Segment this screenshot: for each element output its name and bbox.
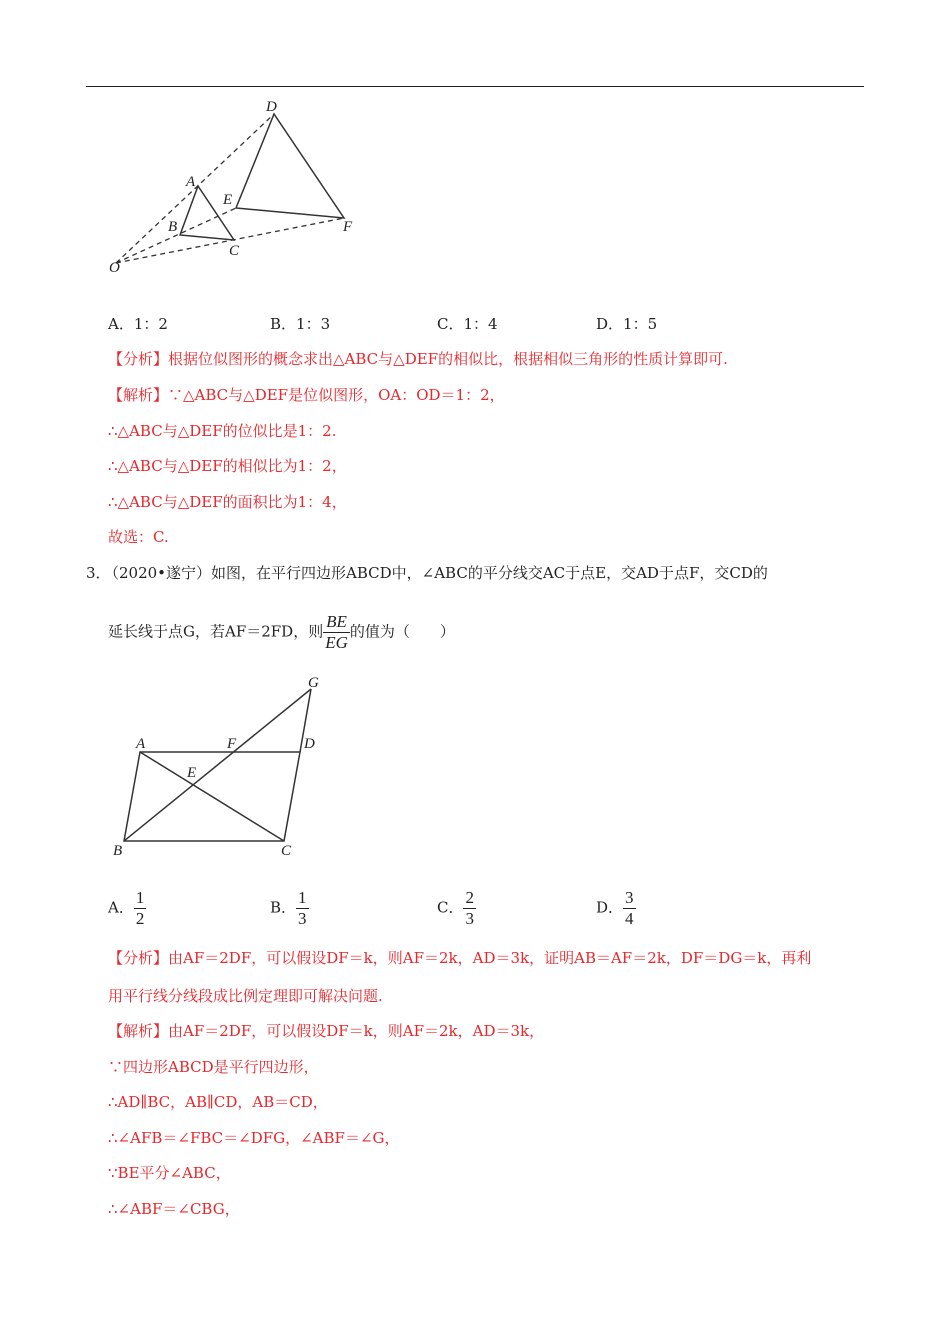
q3-solution-line-1: [108, 1021, 544, 1041]
option-letter: B．: [270, 315, 297, 333]
option-letter: D．: [596, 898, 624, 917]
q3-solution-line-5: ∵BE平分∠ABC，: [108, 1164, 231, 1182]
label-f: F: [227, 736, 237, 752]
option-letter: D．: [596, 315, 624, 333]
stem-text: 延长线于点G，若AF＝2FD，则: [108, 622, 324, 641]
fraction-denominator: 4: [625, 909, 634, 928]
q2-solution-line-1: [108, 385, 505, 405]
fraction-numerator: 1: [298, 888, 307, 907]
label-b: B: [168, 219, 178, 235]
figure-homothety-triangles: [100, 92, 370, 282]
triangle-def: [236, 114, 344, 218]
q2-solution-line-5: 故选：C.: [108, 528, 169, 546]
option-letter: A．: [108, 315, 134, 333]
fraction-numerator: 2: [465, 888, 474, 907]
label-d: D: [304, 736, 315, 752]
q3-option-a[interactable]: [108, 888, 146, 929]
fraction-denominator: 2: [135, 909, 145, 928]
analysis-tag: 【分析】: [108, 949, 169, 967]
diagonal-ac: [140, 752, 284, 841]
fraction-denominator: 3: [298, 909, 307, 928]
analysis-tag: 【分析】: [108, 350, 169, 368]
q2-option-d[interactable]: [596, 314, 657, 334]
option-text: 1：2: [133, 315, 168, 333]
label-c: C: [229, 243, 240, 259]
label-a: A: [136, 736, 146, 752]
option-letter: C．: [437, 898, 464, 917]
option-letter: C．: [437, 315, 464, 333]
q3-option-d[interactable]: [596, 888, 636, 929]
analysis-text: 根据位似图形的概念求出△ABC与△DEF的相似比，根据相似三角形的性质计算即可.: [168, 350, 728, 368]
analysis-text: 由AF＝2DF，可以假设DF＝k，则AF＝2k，AD＝3k，证明AB＝AF＝2k，DF＝DG＝k，再利: [168, 949, 812, 967]
stem-fraction: [323, 612, 350, 653]
label-o: O: [109, 260, 120, 276]
q2-option-c[interactable]: [437, 314, 498, 334]
segment-bg: [124, 689, 311, 841]
q3-solution-line-3: ∴AD∥BC，AB∥CD，AB＝CD，: [108, 1093, 328, 1111]
q3-solution-line-4: ∴∠AFB＝∠FBC＝∠DFG，∠ABF＝∠G，: [108, 1129, 400, 1147]
option-text: 1：3: [296, 315, 331, 333]
fraction-numerator: 3: [625, 888, 634, 907]
option-text: 1：4: [463, 315, 498, 333]
q2-solution-line-2: ∴△ABC与△DEF的位似比是1：2.: [108, 422, 337, 440]
option-fraction: [463, 888, 476, 929]
label-a: A: [186, 174, 196, 190]
stem-text: 的值为（ ）: [349, 622, 455, 641]
q3-option-c[interactable]: [437, 888, 476, 929]
q2-option-b[interactable]: [270, 314, 330, 334]
q2-solution-line-3: ∴△ABC与△DEF的相似比为1：2，: [108, 457, 347, 475]
option-letter: B．: [270, 898, 297, 917]
option-fraction: [296, 888, 309, 929]
q3-stem-line-1: （2020•遂宁）如图，在平行四边形ABCD中，∠ABC的平分线交AC于点E，交AD于点F，交CD的: [104, 564, 768, 582]
fraction-numerator: BE: [323, 612, 350, 633]
label-f: F: [343, 219, 353, 235]
q3-solution-line-2: ∵四边形ABCD是平行四边形，: [108, 1058, 319, 1076]
solution-text: 由AF＝2DF，可以假设DF＝k，则AF＝2k，AD＝3k，: [168, 1022, 545, 1040]
header-rule: [86, 86, 864, 87]
option-fraction: [134, 888, 147, 929]
q3-option-b[interactable]: [270, 888, 309, 929]
solution-text: ∵△ABC与△DEF是位似图形，OA：OD＝1：2，: [168, 386, 505, 404]
solution-tag: 【解析】: [108, 386, 169, 404]
q2-solution-line-4: ∴△ABC与△DEF的面积比为1：4，: [108, 493, 347, 511]
label-g: G: [308, 675, 319, 691]
fraction-numerator: 1: [135, 888, 145, 907]
solution-tag: 【解析】: [108, 1022, 169, 1040]
option-letter: A．: [108, 898, 134, 917]
q2-option-a[interactable]: [108, 314, 168, 334]
fraction-denominator: 3: [465, 909, 474, 928]
label-b: B: [113, 843, 123, 859]
q3-analysis-line-1: [108, 948, 811, 968]
q3-number: 3．: [86, 564, 111, 582]
label-e: E: [187, 765, 197, 781]
option-text: 1：5: [623, 315, 658, 333]
label-c: C: [281, 843, 292, 859]
label-e: E: [223, 192, 233, 208]
figure-parallelogram: [105, 668, 335, 863]
fraction-denominator: EG: [325, 633, 348, 652]
q3-stem-line-2: [108, 612, 455, 653]
q3-analysis-line-2: 用平行线分线段成比例定理即可解决问题.: [108, 987, 383, 1005]
option-fraction: [623, 888, 636, 929]
label-d: D: [266, 99, 277, 115]
q2-analysis: [108, 349, 728, 369]
q3-solution-line-6: ∴∠ABF＝∠CBG，: [108, 1200, 240, 1218]
